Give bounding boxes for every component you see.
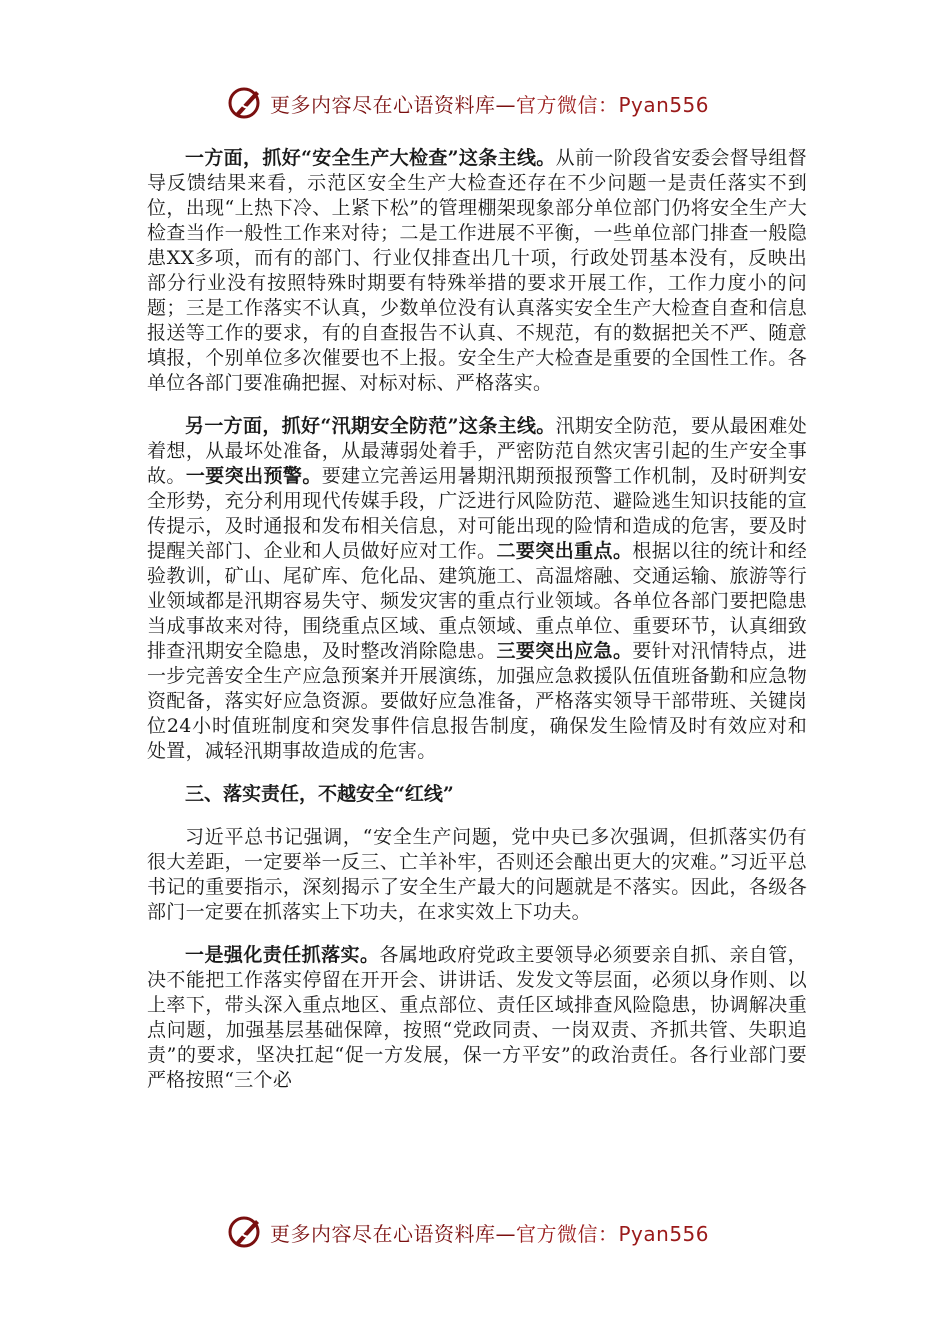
paragraph-4: 一是强化责任抓落实。各属地政府党政主要领导必须要亲自抓、亲自管，决不能把工作落实停留在开开会、讲讲话、发发文等层面，必须以身作则、以上率下，带头深入重点地区、重点部位、责任区域排查风险隐患，协调解决重点问题，加强基层基础保障，按照“党政同责、一岗双责、齐抓共管、失职追责”的要求，坚决扛起“促一方发展，保一方平安”的政治责任。各行业部门要严格按照“三个必	[147, 944, 807, 1091]
pen-logo-icon	[228, 85, 264, 121]
section-heading-3: 三、落实责任，不越安全“红线”	[185, 783, 454, 805]
paragraph-2: 另一方面，抓好“汛期安全防范”这条主线。汛期安全防范，要从最困难处着想，从最坏处准备，从最薄弱处着手，严密防范自然灾害引起的生产安全事故。一要突出预警。要建立完善运用暑期汛期预报预警工作机制，及时研判安全形势，充分利用现代传媒手段，广泛进行风险防范、避险逃生知识技能的宣传提示，及时通报和发布相关信息，对可能出现的险情和造成的危害，要及时提醒关部门、企业和人员做好应对工作。二要突出重点。根据以往的统计和经验教训，矿山、尾矿库、危化品、建筑施工、高温熔融、交通运输、旅游等行业领域都是汛期容易失守、频发灾害的重点行业领域。各单位各部门要把隐患当成事故来对待，围绕重点区域、重点领域、重点单位、重要环节，认真细致排查汛期安全隐患，及时整改消除隐患。三要突出应急。要针对汛情特点，进一步完善安全生产应急预案并开展演练，加强应急救援队伍值班备勤和应急物资配备，落实好应急资源。要做好应急准备，严格落实领导干部带班、关键岗位24小时值班制度和突发事件信息报告制度，确保发生险情及时有效应对和处置，减轻汛期事故造成的危害。	[147, 415, 808, 762]
document-body	[147, 146, 807, 1111]
banner-text: 更多内容尽在心语资料库—官方微信：Pyan556	[270, 1221, 710, 1246]
pen-logo-icon	[228, 1214, 264, 1250]
paragraph-1: 一方面，抓好“安全生产大检查”这条主线。从前一阶段省安委会督导组督导反馈结果来看，示范区安全生产大检查还存在不少问题一是责任落实不到位，出现“上热下冷、上紧下松”的管理棚架现象部分单位部门仍将安全生产大检查当作一般性工作来对待；二是工作进展不平衡，一些单位部门排查一般隐患XX多项，而有的部门、行业仅排查出几十项，行政处罚基本没有，反映出部分行业没有按照特殊时期要有特殊举措的要求开展工作，工作力度小的问题；三是工作落实不认真，少数单位没有认真落实安全生产大检查自查和信息报送等工作的要求，有的自查报告不认真、不规范，有的数据把关不严、随意填报，个别单位多次催要也不上报。安全生产大检查是重要的全国性工作。各单位各部门要准确把握、对标对标、严格落实。	[147, 147, 808, 394]
banner-text: 更多内容尽在心语资料库—官方微信：Pyan556	[270, 92, 710, 117]
paragraph-3: 习近平总书记强调，“安全生产问题，党中央已多次强调，但抓落实仍有很大差距，一定要举一反三、亡羊补牢，否则还会酿出更大的灾难。”习近平总书记的重要指示，深刻揭示了安全生产最大的问题就是不落实。因此，各级各部门一定要在抓落实上下功夫，在求实效上下功夫。	[147, 826, 807, 923]
footer-banner	[228, 1212, 748, 1252]
header-banner	[228, 83, 748, 123]
